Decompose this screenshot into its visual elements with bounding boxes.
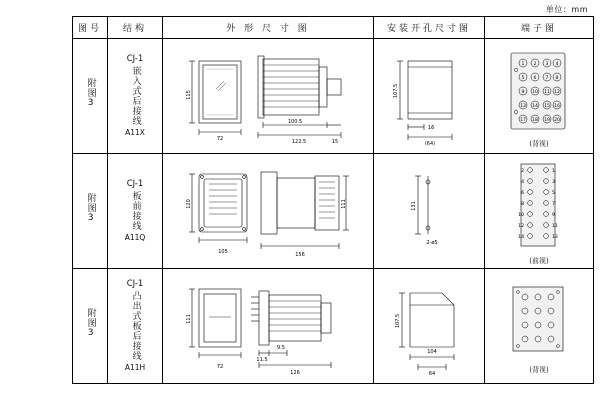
header-outline: 外 形 尺 寸 图 [163,17,374,39]
dim-11-5: 11.5 [256,356,268,363]
structure-text: 凸出式板后接线 [130,291,141,362]
svg-text:14: 14 [518,234,524,240]
unit-label: 单位：mm [545,5,588,14]
svg-text:12: 12 [554,89,560,95]
svg-text:2: 2 [533,61,537,67]
svg-text:8: 8 [521,201,524,207]
dim-156: 156 [295,251,305,258]
svg-text:14: 14 [532,103,538,109]
svg-text:10: 10 [532,89,538,95]
dim-9-5: 9.5 [277,344,285,351]
structure-model: CJ-1 [126,54,144,65]
structure-text: 嵌入式后接线 [130,66,141,127]
svg-text:5: 5 [552,190,555,196]
svg-text:7: 7 [545,75,549,81]
svg-text:7: 7 [552,201,555,207]
svg-text:20: 20 [554,117,560,123]
structure-cell-1 [108,38,163,153]
mounting-drawing-3 [374,269,482,379]
dim-120: 120 [186,198,192,209]
outline-drawing-1 [163,39,371,149]
terminal-drawing-cell-2 [485,153,594,268]
svg-text:2: 2 [521,168,524,174]
svg-text:19: 19 [544,117,550,123]
svg-text:18: 18 [532,117,538,123]
dim-15: 15 [331,138,339,145]
terminal-drawing-cell-1 [485,38,594,153]
header-structure: 结构 [108,17,163,39]
dim-115: 115 [186,89,192,100]
header-terminal: 端子图 [485,17,594,39]
terminal-caption-3: (背视) [529,366,549,374]
outline-drawing-cell-1 [163,38,374,153]
svg-text:8: 8 [555,75,559,81]
svg-text:9: 9 [521,89,525,95]
svg-text:4: 4 [521,179,524,185]
structure-code: A11X [125,128,145,138]
dim-72: 72 [216,135,224,142]
structure-cell-3 [108,268,163,383]
header-fig-no: 图号 [73,17,108,39]
dim-64: (64) [424,140,436,147]
terminal-diagram-2 [485,154,591,264]
dim-100-5: 100.5 [287,118,303,125]
structure-model: CJ-1 [126,279,144,290]
terminal-diagram-1 [485,39,591,149]
fig-no-label: 附图3 [85,78,96,110]
svg-text:11: 11 [552,223,558,229]
terminal-diagram-3 [485,269,591,379]
svg-text:11: 11 [544,89,550,95]
svg-text:17: 17 [520,117,526,123]
dim-107-5: 107.5 [395,313,401,328]
fig-no-cell-3 [73,268,108,383]
dim-104: 104 [427,348,437,355]
svg-text:3: 3 [552,179,555,185]
structure-code: A11Q [124,233,146,243]
fig-no-cell-2 [73,153,108,268]
table-row [73,153,594,268]
header-mounting: 安装开孔尺寸图 [374,17,485,39]
dim-111: 111 [186,314,192,324]
svg-text:15: 15 [544,103,550,109]
svg-text:12: 12 [518,223,524,229]
svg-text:13: 13 [552,234,558,240]
svg-text:6: 6 [521,190,524,196]
dim-16: 16 [428,124,435,131]
structure-text: 板前接线 [130,191,141,232]
outline-drawing-3 [163,269,371,379]
fig-no-cell-1 [73,38,108,153]
svg-text:13: 13 [520,103,526,109]
dim-105: 105 [218,248,228,255]
svg-text:1: 1 [552,168,555,174]
fig-no-label: 附图3 [85,308,96,340]
mounting-drawing-cell-1 [374,38,485,153]
fig-no-label: 附图3 [85,193,96,225]
svg-text:3: 3 [545,61,549,67]
dim-122-5: 122.5 [291,138,307,145]
svg-text:10: 10 [518,212,524,218]
terminal-caption-2: (前视) [529,256,549,265]
mounting-drawing-2 [374,154,482,264]
outline-drawing-cell-2 [163,153,374,268]
svg-text:5: 5 [521,75,525,81]
dim-107-5: 107.5 [393,83,399,98]
dim-64: 64 [428,370,436,377]
mounting-drawing-1 [374,39,482,149]
dim-126: 126 [290,369,300,376]
outline-drawing-2 [163,154,371,264]
mounting-drawing-cell-3 [374,268,485,383]
svg-text:1: 1 [521,61,525,67]
terminal-caption-1: (背视) [529,139,549,148]
terminal-drawing-cell-3 [485,268,594,383]
table-header-row [73,17,594,39]
outline-drawing-cell-3 [163,268,374,383]
dim-2-phi-5: 2-ø5 [426,239,438,246]
spec-table [72,16,594,384]
table-row [73,268,594,383]
structure-model: CJ-1 [126,179,144,190]
svg-text:4: 4 [555,61,559,67]
svg-text:6: 6 [533,75,537,81]
structure-code: A11H [124,363,146,373]
dim-72: 72 [216,363,224,370]
dim-111: 111 [341,198,347,209]
structure-cell-2 [108,153,163,268]
svg-text:9: 9 [552,212,555,218]
svg-text:16: 16 [554,103,560,109]
table-row [73,38,594,153]
dim-131: 131 [411,200,417,211]
mounting-drawing-cell-2 [374,153,485,268]
